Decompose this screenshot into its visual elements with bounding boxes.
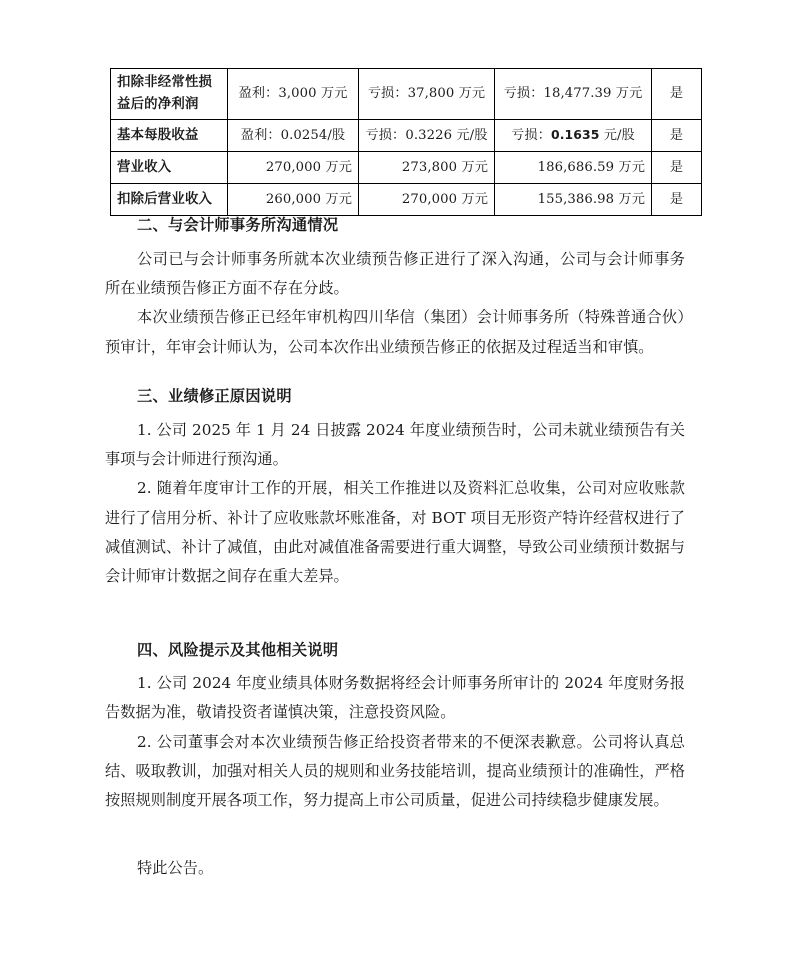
revised-number: 0.1635 xyxy=(551,126,600,142)
spacer xyxy=(105,362,685,384)
row-flag: 是 xyxy=(652,69,702,120)
row-label: 扣除非经常性损益后的净利润 xyxy=(111,69,228,120)
spacer xyxy=(105,592,685,638)
section-two-paragraph-2: 本次业绩预告修正已经年审机构四川华信（集团）会计师事务所（特殊普通合伙）预审计，年审会计师认为，公司本次作出业绩预告修正的依据及过程适当和审慎。 xyxy=(105,308,685,356)
financial-comparison-table xyxy=(110,68,702,216)
row-previous-value: 260,000 万元 xyxy=(228,184,359,216)
table-row xyxy=(111,120,702,152)
financial-comparison-table-wrapper xyxy=(110,68,701,216)
section-two-heading: 二、与会计师事务所沟通情况 xyxy=(137,216,339,234)
section-three-paragraph-2: 2. 随着年度审计工作的开展，相关工作推进以及资料汇总收集，公司对应收账款进行了信用分析、补计了应收账款坏账准备，对 BOT 项目无形资产特许经营权进行了减值测试、补计了减值，由此对减值准备需要进行重大调整，导致公司业绩预计数据与会计师审计数据之间存在重大差异。 xyxy=(105,479,685,586)
row-previous-value: 盈利：0.0254/股 xyxy=(228,120,359,152)
spacer xyxy=(105,662,685,669)
row-revised-value xyxy=(495,120,652,152)
row-previous-value: 270,000 万元 xyxy=(228,152,359,184)
revised-prefix: 亏损： xyxy=(511,127,552,143)
row-middle-value: 亏损：0.3226 元/股 xyxy=(359,120,495,152)
row-flag: 是 xyxy=(652,120,702,152)
section-two-paragraph-1: 公司已与会计师事务所就本次业绩预告修正进行了深入沟通，公司与会计师事务所在业绩预告修正方面不存在分歧。 xyxy=(105,249,685,297)
row-revised-value: 155,386.98 万元 xyxy=(495,184,652,216)
row-label: 扣除后营业收入 xyxy=(111,184,228,216)
row-middle-value: 273,800 万元 xyxy=(359,152,495,184)
table-row xyxy=(111,184,702,216)
spacer xyxy=(105,816,685,854)
table-row xyxy=(111,152,702,184)
row-label: 营业收入 xyxy=(111,152,228,184)
spacer xyxy=(105,409,685,416)
section-three-heading: 三、业绩修正原因说明 xyxy=(137,386,292,405)
row-flag: 是 xyxy=(652,184,702,216)
row-revised-value: 亏损：18,477.39 万元 xyxy=(495,69,652,120)
section-four-paragraph-2: 2. 公司董事会对本次业绩预告修正给投资者带来的不便深表歉意。公司将认真总结、吸取教训，加强对相关人员的规则和业务技能培训，提高业绩预计的准确性，严格按照规则制度开展各项工作，努力提高上市公司质量，促进公司持续稳步健康发展。 xyxy=(105,732,685,810)
section-four-paragraph-1: 1. 公司 2024 年度业绩具体财务数据将经会计师事务所审计的 2024 年度财务报告数据为准，敬请投资者谨慎决策，注意投资风险。 xyxy=(105,674,685,722)
revised-suffix: 元/股 xyxy=(599,127,635,143)
closing-statement: 特此公告。 xyxy=(137,858,214,877)
section-three-paragraph-1: 1. 公司 2025 年 1 月 24 日披露 2024 年度业绩预告时，公司未就业绩预告有关事项与会计师进行预沟通。 xyxy=(105,420,685,468)
row-label: 基本每股收益 xyxy=(111,120,228,152)
row-previous-value: 盈利：3,000 万元 xyxy=(228,69,359,120)
row-middle-value: 270,000 万元 xyxy=(359,184,495,216)
spacer xyxy=(105,238,685,245)
document-body xyxy=(105,213,685,883)
row-middle-value: 亏损：37,800 万元 xyxy=(359,69,495,120)
section-four-heading: 四、风险提示及其他相关说明 xyxy=(137,640,339,659)
table-row xyxy=(111,69,702,120)
row-revised-value: 186,686.59 万元 xyxy=(495,152,652,184)
row-flag: 是 xyxy=(652,152,702,184)
